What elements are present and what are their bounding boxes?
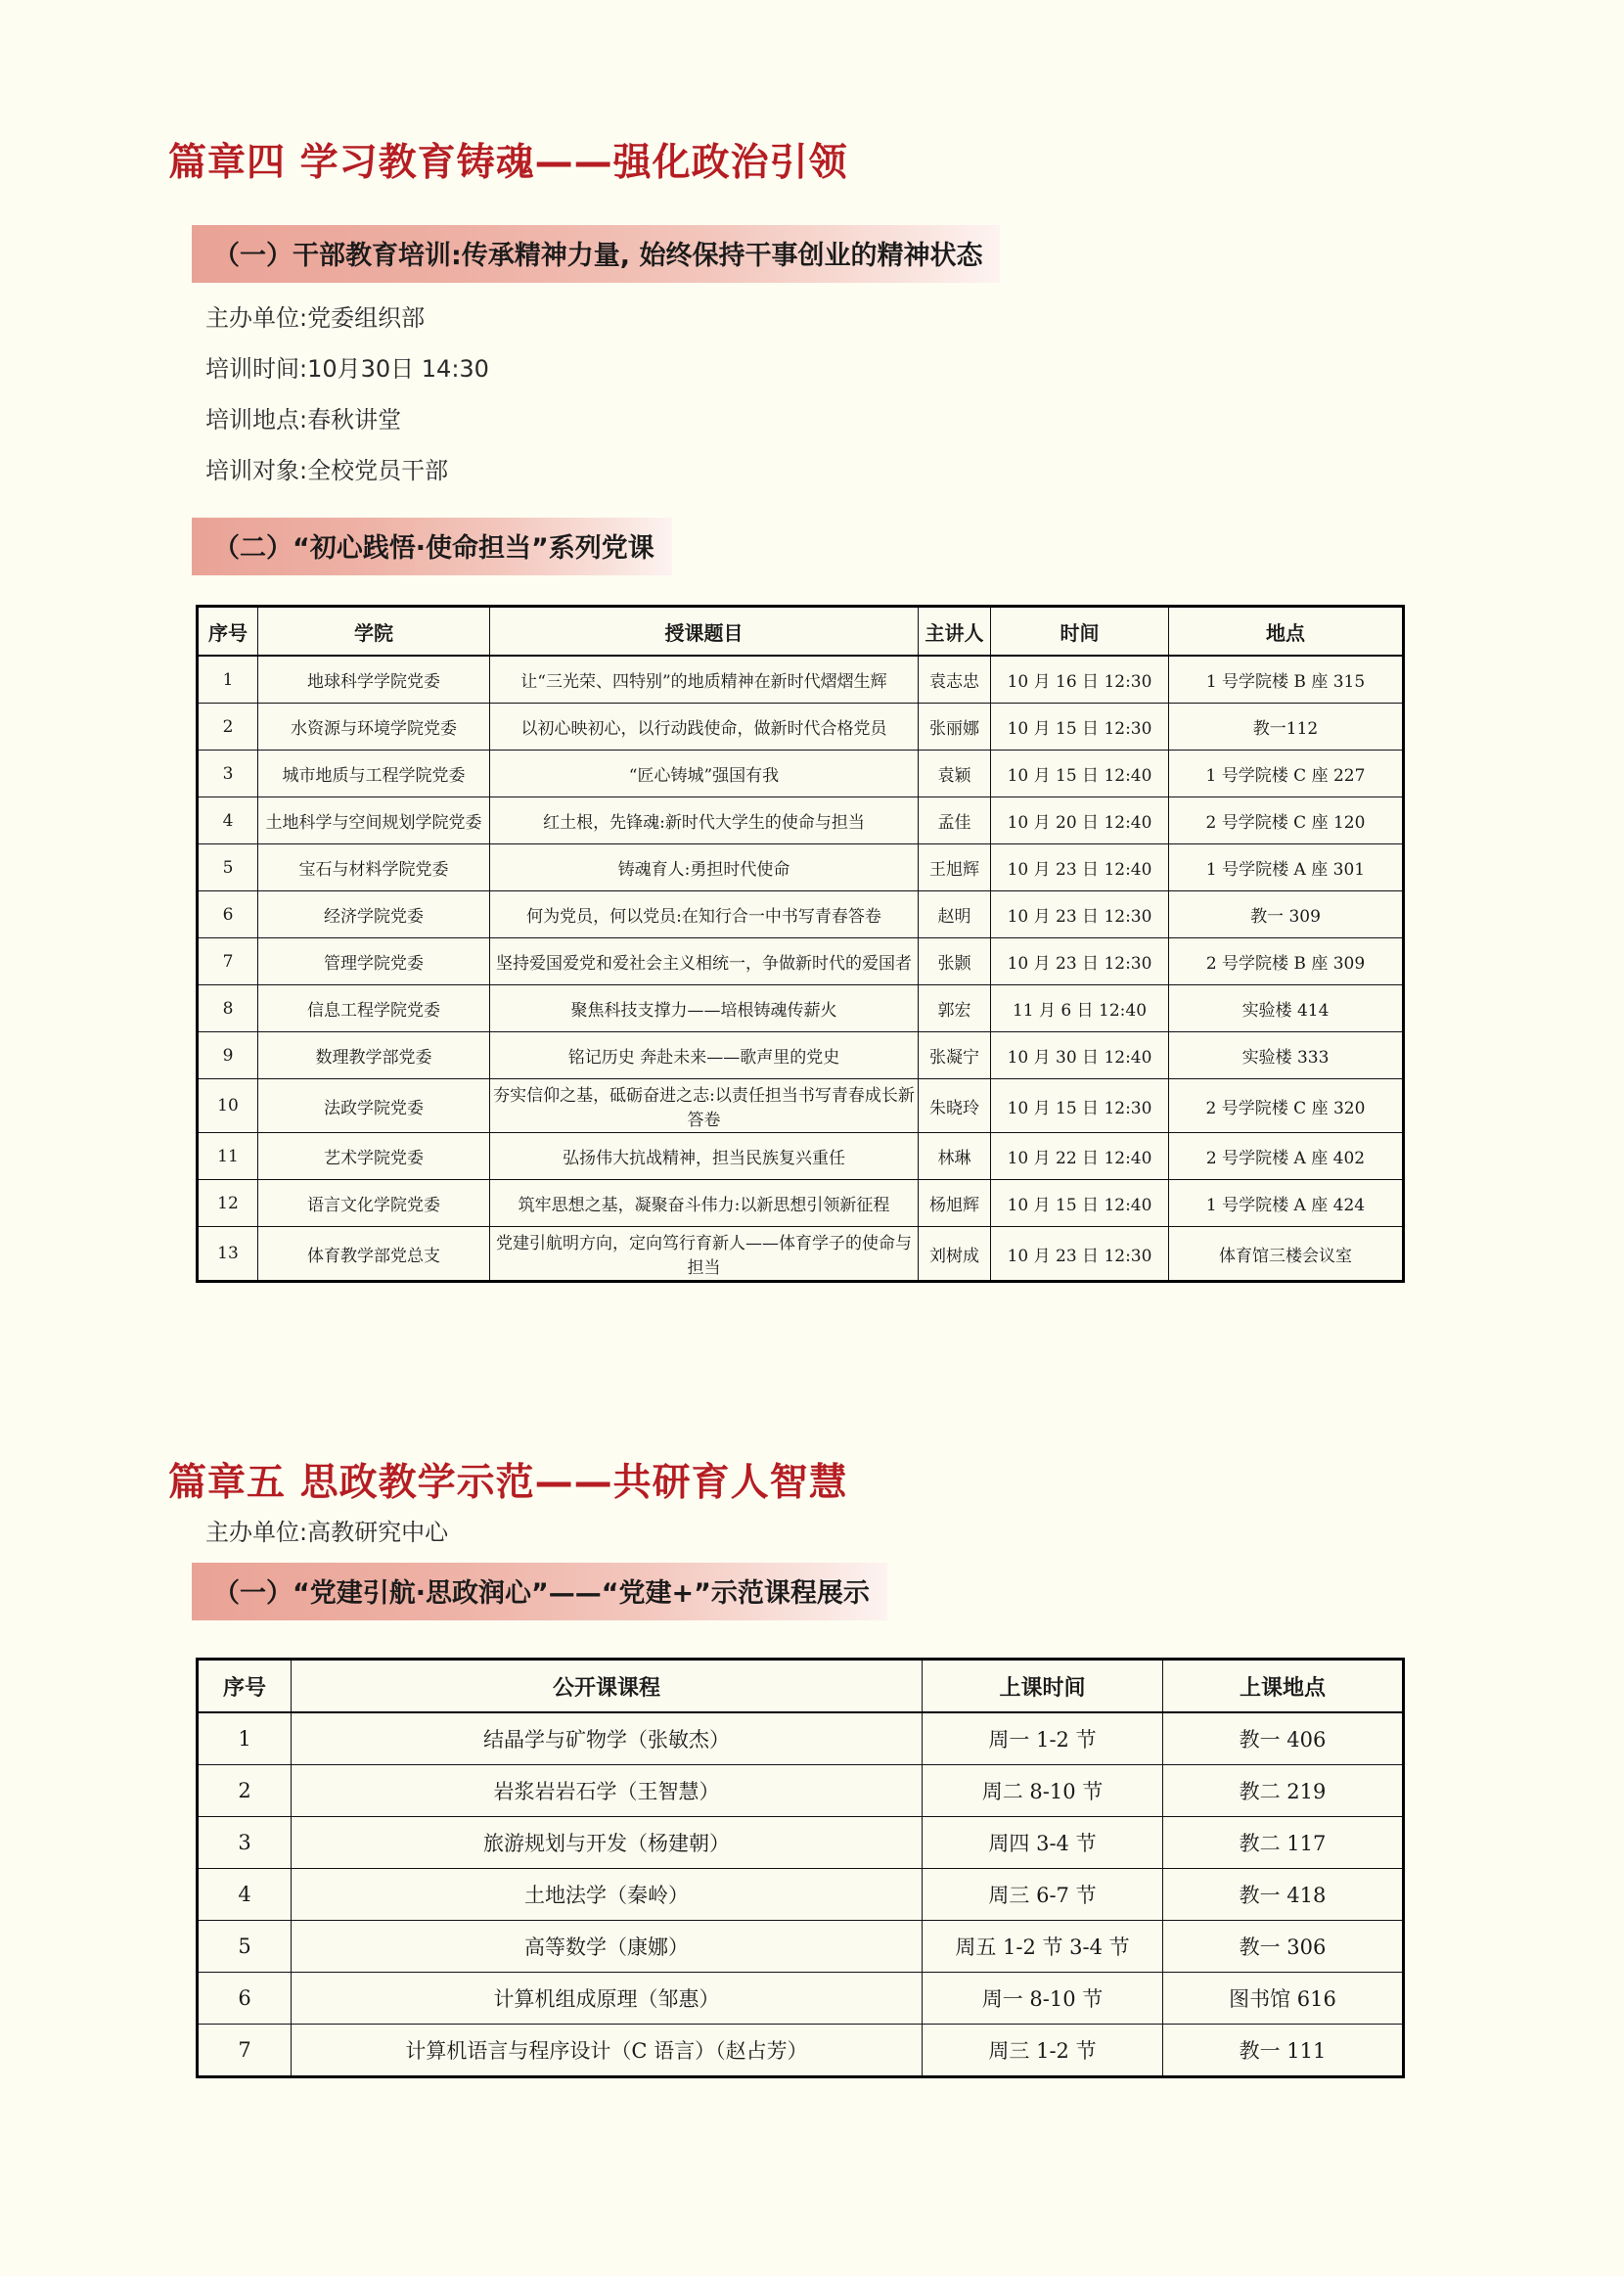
cell-topic: 以初心映初心，以行动践使命，做新时代合格党员 — [490, 704, 919, 751]
cell-speaker: 孟佳 — [919, 797, 991, 844]
table-row — [198, 1869, 1404, 1921]
cell-time: 10 月 22 日 12:40 — [991, 1133, 1169, 1180]
cell-index: 1 — [198, 1712, 292, 1765]
table-row — [198, 985, 1404, 1032]
teaching-organizer: 主办单位:高教研究中心 — [205, 1519, 449, 1546]
cell-time: 周三 1-2 节 — [923, 2025, 1163, 2077]
cell-topic: 筑牢思想之基，凝聚奋斗伟力:以新思想引领新征程 — [490, 1180, 919, 1227]
cell-place: 体育馆三楼会议室 — [1169, 1227, 1404, 1282]
cell-speaker: 袁颖 — [919, 751, 991, 797]
training-audience: 培训对象:全校党员干部 — [205, 457, 449, 484]
cell-topic: 何为党员，何以党员:在知行合一中书写青春答卷 — [490, 891, 919, 938]
section-four-sub-one-bar — [192, 225, 1000, 283]
cell-place: 教二 219 — [1163, 1765, 1404, 1817]
course-th-name: 公开课课程 — [292, 1660, 923, 1713]
cell-place: 实验楼 333 — [1169, 1032, 1404, 1079]
cell-speaker: 张丽娜 — [919, 704, 991, 751]
cell-speaker: 赵明 — [919, 891, 991, 938]
cell-college: 城市地质与工程学院党委 — [258, 751, 490, 797]
cell-topic: 弘扬伟大抗战精神，担当民族复兴重任 — [490, 1133, 919, 1180]
table-row — [198, 1032, 1404, 1079]
lecture-th-place: 地点 — [1169, 607, 1404, 657]
cell-place: 教一 111 — [1163, 2025, 1404, 2077]
table-row — [198, 1817, 1404, 1869]
cell-index: 1 — [198, 656, 258, 704]
cell-time: 10 月 23 日 12:30 — [991, 938, 1169, 985]
table-row — [198, 1133, 1404, 1180]
cell-topic: 让“三光荣、四特别”的地质精神在新时代熠熠生辉 — [490, 656, 919, 704]
table-row — [198, 797, 1404, 844]
cell-college: 数理教学部党委 — [258, 1032, 490, 1079]
table-row — [198, 1180, 1404, 1227]
cell-speaker: 杨旭辉 — [919, 1180, 991, 1227]
cell-topic: 夯实信仰之基，砥砺奋进之志:以责任担当书写青春成长新答卷 — [490, 1079, 919, 1133]
section-four-sub-two-bar — [192, 518, 672, 575]
cell-time: 周一 8-10 节 — [923, 1973, 1163, 2025]
course-th-place: 上课地点 — [1163, 1660, 1404, 1713]
cell-college: 宝石与材料学院党委 — [258, 844, 490, 891]
table-row — [198, 938, 1404, 985]
cell-place: 1 号学院楼 A 座 301 — [1169, 844, 1404, 891]
cell-college: 体育教学部党总支 — [258, 1227, 490, 1282]
cell-index: 3 — [198, 1817, 292, 1869]
section-four-sub-two-label: （二）“初心践悟·使命担当”系列党课 — [213, 533, 654, 564]
cell-index: 11 — [198, 1133, 258, 1180]
cell-college: 土地科学与空间规划学院党委 — [258, 797, 490, 844]
cell-college: 水资源与环境学院党委 — [258, 704, 490, 751]
table-header-row — [198, 607, 1404, 657]
cell-time: 11 月 6 日 12:40 — [991, 985, 1169, 1032]
training-time: 培训时间:10月30日 14:30 — [205, 355, 489, 383]
cell-topic: 红土根，先锋魂:新时代大学生的使命与担当 — [490, 797, 919, 844]
cell-index: 3 — [198, 751, 258, 797]
course-th-time: 上课时间 — [923, 1660, 1163, 1713]
chapter-five-title: 篇章五 思政教学示范——共研育人智慧 — [168, 1461, 848, 1505]
cell-topic: “匠心铸城”强国有我 — [490, 751, 919, 797]
table-row — [198, 2025, 1404, 2077]
cell-index: 9 — [198, 1032, 258, 1079]
cell-course: 计算机组成原理（邹惠） — [292, 1973, 923, 2025]
cell-time: 周二 8-10 节 — [923, 1765, 1163, 1817]
section-five-sub-one-bar — [192, 1563, 887, 1620]
cell-time: 周四 3-4 节 — [923, 1817, 1163, 1869]
cell-place: 教一 406 — [1163, 1712, 1404, 1765]
cell-index: 8 — [198, 985, 258, 1032]
training-location: 培训地点:春秋讲堂 — [205, 406, 402, 433]
cell-speaker: 林琳 — [919, 1133, 991, 1180]
cell-speaker: 刘树成 — [919, 1227, 991, 1282]
cell-place: 1 号学院楼 A 座 424 — [1169, 1180, 1404, 1227]
cell-course: 计算机语言与程序设计（C 语言）（赵占芳） — [292, 2025, 923, 2077]
cell-speaker: 张凝宁 — [919, 1032, 991, 1079]
table-row — [198, 704, 1404, 751]
cell-topic: 铸魂育人:勇担时代使命 — [490, 844, 919, 891]
cell-time: 10 月 15 日 12:30 — [991, 1079, 1169, 1133]
table-header-row — [198, 1660, 1404, 1713]
cell-place: 教二 117 — [1163, 1817, 1404, 1869]
table-row — [198, 1765, 1404, 1817]
cell-index: 2 — [198, 704, 258, 751]
cell-speaker: 袁志忠 — [919, 656, 991, 704]
cell-course: 结晶学与矿物学（张敏杰） — [292, 1712, 923, 1765]
cell-course: 土地法学（秦岭） — [292, 1869, 923, 1921]
course-table — [196, 1658, 1405, 2078]
cell-index: 10 — [198, 1079, 258, 1133]
chapter-four-title: 篇章四 学习教育铸魂——强化政治引领 — [168, 141, 848, 185]
lecture-th-topic: 授课题目 — [490, 607, 919, 657]
cell-place: 1 号学院楼 B 座 315 — [1169, 656, 1404, 704]
cell-time: 周一 1-2 节 — [923, 1712, 1163, 1765]
table-row — [198, 1079, 1404, 1133]
cell-speaker: 朱晓玲 — [919, 1079, 991, 1133]
cell-index: 7 — [198, 938, 258, 985]
course-table-wrapper — [196, 1658, 1405, 2078]
cell-time: 10 月 15 日 12:40 — [991, 1180, 1169, 1227]
cell-college: 管理学院党委 — [258, 938, 490, 985]
lecture-th-speaker: 主讲人 — [919, 607, 991, 657]
cell-index: 6 — [198, 1973, 292, 2025]
cell-time: 10 月 15 日 12:40 — [991, 751, 1169, 797]
cell-place: 教一 418 — [1163, 1869, 1404, 1921]
cell-place: 2 号学院楼 C 座 120 — [1169, 797, 1404, 844]
table-row — [198, 891, 1404, 938]
cell-college: 语言文化学院党委 — [258, 1180, 490, 1227]
cell-course: 高等数学（康娜） — [292, 1921, 923, 1973]
cell-time: 10 月 16 日 12:30 — [991, 656, 1169, 704]
cell-topic: 聚焦科技支撑力——培根铸魂传薪火 — [490, 985, 919, 1032]
cell-index: 4 — [198, 797, 258, 844]
cell-place: 教一 309 — [1169, 891, 1404, 938]
cell-time: 10 月 15 日 12:30 — [991, 704, 1169, 751]
table-row — [198, 1712, 1404, 1765]
cell-place: 2 号学院楼 B 座 309 — [1169, 938, 1404, 985]
cell-time: 10 月 30 日 12:40 — [991, 1032, 1169, 1079]
cell-topic: 铭记历史 奔赴未来——歌声里的党史 — [490, 1032, 919, 1079]
table-row — [198, 1921, 1404, 1973]
section-four-sub-one-label: （一）干部教育培训:传承精神力量, 始终保持干事创业的精神状态 — [213, 241, 983, 271]
cell-index: 6 — [198, 891, 258, 938]
cell-index: 13 — [198, 1227, 258, 1282]
cell-college: 信息工程学院党委 — [258, 985, 490, 1032]
lecture-table — [196, 605, 1405, 1283]
cell-place: 2 号学院楼 A 座 402 — [1169, 1133, 1404, 1180]
course-th-index: 序号 — [198, 1660, 292, 1713]
cell-index: 12 — [198, 1180, 258, 1227]
lecture-table-wrapper — [196, 605, 1405, 1283]
cell-index: 7 — [198, 2025, 292, 2077]
cell-index: 4 — [198, 1869, 292, 1921]
cell-college: 艺术学院党委 — [258, 1133, 490, 1180]
cell-speaker: 郭宏 — [919, 985, 991, 1032]
cell-topic: 坚持爱国爱党和爱社会主义相统一，争做新时代的爱国者 — [490, 938, 919, 985]
cell-course: 旅游规划与开发（杨建朝） — [292, 1817, 923, 1869]
cell-time: 10 月 23 日 12:30 — [991, 891, 1169, 938]
table-row — [198, 1227, 1404, 1282]
cell-time: 周五 1-2 节 3-4 节 — [923, 1921, 1163, 1973]
cell-speaker: 张颢 — [919, 938, 991, 985]
cell-place: 教一 306 — [1163, 1921, 1404, 1973]
cell-place: 实验楼 414 — [1169, 985, 1404, 1032]
cell-college: 经济学院党委 — [258, 891, 490, 938]
cell-index: 5 — [198, 1921, 292, 1973]
cell-time: 10 月 23 日 12:40 — [991, 844, 1169, 891]
cell-speaker: 王旭辉 — [919, 844, 991, 891]
lecture-th-college: 学院 — [258, 607, 490, 657]
cell-time: 周三 6-7 节 — [923, 1869, 1163, 1921]
cell-place: 1 号学院楼 C 座 227 — [1169, 751, 1404, 797]
cell-place: 图书馆 616 — [1163, 1973, 1404, 2025]
cell-college: 法政学院党委 — [258, 1079, 490, 1133]
cell-college: 地球科学学院党委 — [258, 656, 490, 704]
cell-place: 教一112 — [1169, 704, 1404, 751]
section-five-sub-one-label: （一）“党建引航·思政润心”——“党建+”示范课程展示 — [213, 1578, 870, 1609]
table-row — [198, 1973, 1404, 2025]
cell-time: 10 月 20 日 12:40 — [991, 797, 1169, 844]
cell-course: 岩浆岩岩石学（王智慧） — [292, 1765, 923, 1817]
lecture-th-time: 时间 — [991, 607, 1169, 657]
table-row — [198, 656, 1404, 704]
table-row — [198, 751, 1404, 797]
cell-topic: 党建引航明方向，定向笃行育新人——体育学子的使命与担当 — [490, 1227, 919, 1282]
cell-place: 2 号学院楼 C 座 320 — [1169, 1079, 1404, 1133]
cell-index: 5 — [198, 844, 258, 891]
cell-time: 10 月 23 日 12:30 — [991, 1227, 1169, 1282]
training-organizer: 主办单位:党委组织部 — [205, 304, 426, 332]
cell-index: 2 — [198, 1765, 292, 1817]
lecture-th-index: 序号 — [198, 607, 258, 657]
table-row — [198, 844, 1404, 891]
